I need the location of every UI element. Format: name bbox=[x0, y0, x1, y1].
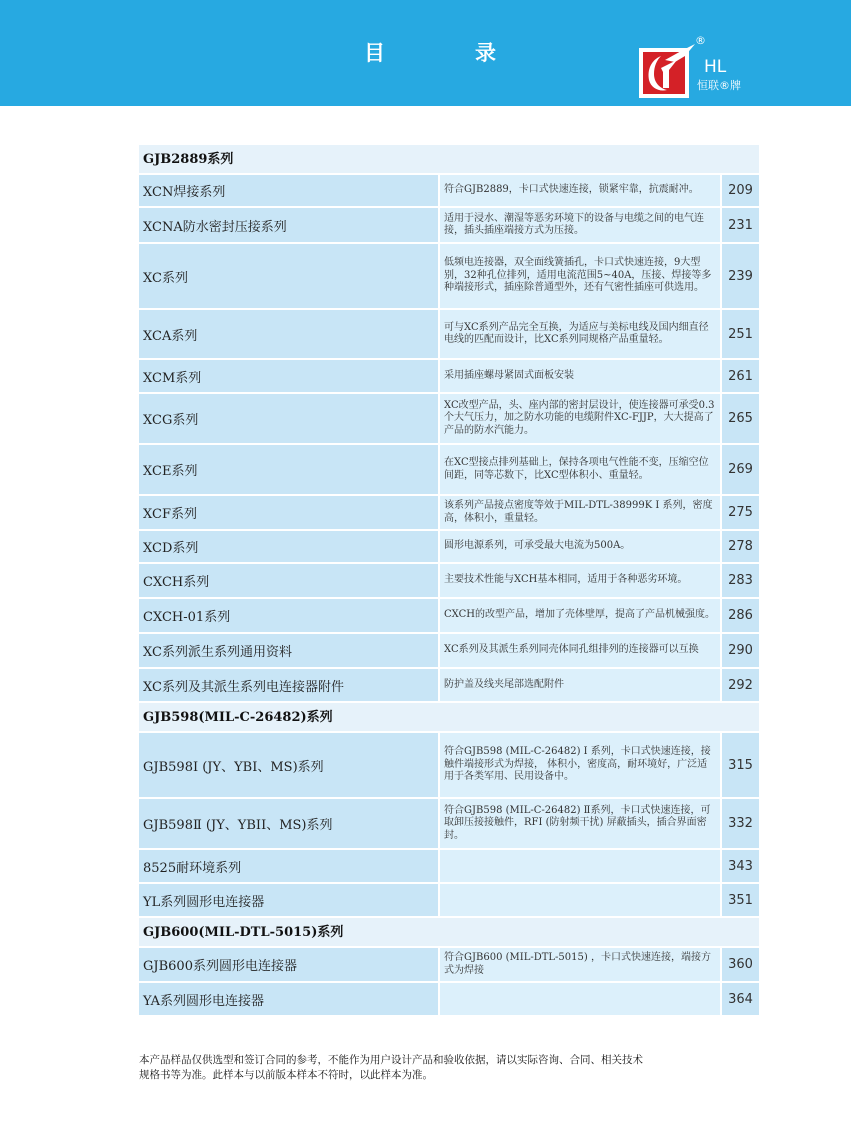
disclaimer-line-1: 本产品样品仅供选型和签订合同的参考，不能作为用户设计产品和验收依据，请以实际咨询、合同、相关技术 bbox=[139, 1054, 643, 1066]
row-name: XC系列派生系列通用资料 bbox=[139, 634, 438, 667]
disclaimer-footer bbox=[139, 1053, 759, 1083]
section-header: GJB598(MIL-C-26482)系列 bbox=[139, 703, 759, 733]
row-name: YL系列圆形电连接器 bbox=[139, 884, 438, 916]
row-name: XCM系列 bbox=[139, 360, 438, 392]
row-name: YA系列圆形电连接器 bbox=[139, 983, 438, 1015]
section-header: GJB2889系列 bbox=[139, 145, 759, 175]
row-page: 343 bbox=[722, 850, 759, 882]
row-desc: 符合GJB600 (MIL-DTL-5015) ，卡口式快速连接，端接方式为焊接 bbox=[440, 948, 720, 981]
row-page: 275 bbox=[722, 496, 759, 529]
row-desc bbox=[440, 983, 720, 1015]
row-name: XCN焊接系列 bbox=[139, 175, 438, 206]
toc-row[interactable] bbox=[139, 360, 759, 394]
toc-row[interactable] bbox=[139, 884, 759, 918]
title-char-1: 目 bbox=[364, 41, 385, 65]
registered-mark: ® bbox=[695, 34, 706, 47]
row-desc bbox=[440, 884, 720, 916]
row-page: 351 bbox=[722, 884, 759, 916]
row-desc: 该系列产品接点密度等效于MIL-DTL-38999K I 系列，密度高，体积小，重量轻。 bbox=[440, 496, 720, 529]
disclaimer-line-2: 规格书等为准。此样本与以前版本样本不符时，以此样本为准。 bbox=[139, 1069, 433, 1081]
row-name: XCA系列 bbox=[139, 310, 438, 358]
row-page: 290 bbox=[722, 634, 759, 667]
row-page: 332 bbox=[722, 799, 759, 848]
toc-row[interactable] bbox=[139, 669, 759, 703]
toc-row[interactable] bbox=[139, 244, 759, 310]
row-desc: 适用于浸水、潮湿等恶劣环境下的设备与电缆之间的电气连接，插头插座端接方式为压接。 bbox=[440, 208, 720, 242]
row-desc: 主要技术性能与XCH基本相同，适用于各种恶劣环境。 bbox=[440, 564, 720, 597]
row-page: 286 bbox=[722, 599, 759, 632]
row-name: XCNA防水密封压接系列 bbox=[139, 208, 438, 242]
row-page: 278 bbox=[722, 531, 759, 562]
row-name: XC系列及其派生系列电连接器附件 bbox=[139, 669, 438, 701]
brand-name: 恒联®牌 bbox=[697, 79, 741, 92]
row-name: GJB598Ⅱ (JY、YBII、MS)系列 bbox=[139, 799, 438, 848]
section-header: GJB600(MIL-DTL-5015)系列 bbox=[139, 918, 759, 948]
row-name: GJB600系列圆形电连接器 bbox=[139, 948, 438, 981]
row-desc: 符合GJB598 (MIL-C-26482) I 系列，卡口式快速连接，接触件端接形式为焊接， 体积小，密度高，耐环境好，广泛适用于各类军用、民用设备中。 bbox=[440, 733, 720, 797]
toc-row[interactable] bbox=[139, 394, 759, 445]
row-desc: 符合GJB2889，卡口式快速连接，锁紧牢靠，抗震耐冲。 bbox=[440, 175, 720, 206]
toc-table bbox=[139, 145, 759, 1017]
row-name: XCD系列 bbox=[139, 531, 438, 562]
row-page: 239 bbox=[722, 244, 759, 308]
row-page: 251 bbox=[722, 310, 759, 358]
toc-row[interactable] bbox=[139, 564, 759, 599]
toc-row[interactable] bbox=[139, 310, 759, 360]
toc-row[interactable] bbox=[139, 208, 759, 244]
row-page: 364 bbox=[722, 983, 759, 1015]
row-desc: XC改型产品，头、座内部的密封层设计，使连接器可承受0.3个大气压力，加之防水功能的电缆附件XC-FJJP，大大提高了产品的防水汽能力。 bbox=[440, 394, 720, 443]
header-bar bbox=[0, 0, 851, 106]
title-char-2: 录 bbox=[475, 41, 496, 65]
row-desc bbox=[440, 850, 720, 882]
toc-row[interactable] bbox=[139, 531, 759, 564]
row-desc: 符合GJB598 (MIL-C-26482) Ⅱ系列，卡口式快速连接，可取卸压接接触件，RFI (防射频干扰) 屏蔽插头，插合界面密封。 bbox=[440, 799, 720, 848]
row-page: 315 bbox=[722, 733, 759, 797]
row-name: CXCH系列 bbox=[139, 564, 438, 597]
row-desc: XC系列及其派生系列同壳体同孔组排列的连接器可以互换 bbox=[440, 634, 720, 667]
logo-text: HL bbox=[704, 57, 727, 77]
row-name: XC系列 bbox=[139, 244, 438, 308]
toc-row[interactable] bbox=[139, 599, 759, 634]
row-desc: 采用插座螺母紧固式面板安装 bbox=[440, 360, 720, 392]
row-page: 360 bbox=[722, 948, 759, 981]
logo-icon bbox=[639, 40, 697, 98]
toc-row[interactable] bbox=[139, 445, 759, 496]
row-desc: 低频电连接器，双全面线簧插孔，卡口式快速连接，9大型别，32种孔位排列，适用电流范围5~40A，压接、焊接等多种端接形式，插座除普通型外，还有气密性插座可供选用。 bbox=[440, 244, 720, 308]
row-name: XCE系列 bbox=[139, 445, 438, 494]
row-page: 283 bbox=[722, 564, 759, 597]
row-page: 261 bbox=[722, 360, 759, 392]
row-page: 209 bbox=[722, 175, 759, 206]
row-name: GJB598I (JY、YBI、MS)系列 bbox=[139, 733, 438, 797]
row-name: 8525耐环境系列 bbox=[139, 850, 438, 882]
row-desc: 防护盖及线夹尾部选配附件 bbox=[440, 669, 720, 701]
row-desc: 可与XC系列产品完全互换，为适应与美标电线及国内细直径电线的匹配而设计，比XC系列同规格产品重量轻。 bbox=[440, 310, 720, 358]
row-desc: 在XC型接点排列基础上，保持各项电气性能不变，压缩空位间距，同等芯数下，比XC型体积小、重量轻。 bbox=[440, 445, 720, 494]
row-desc: 圆形电源系列，可承受最大电流为500A。 bbox=[440, 531, 720, 562]
row-page: 292 bbox=[722, 669, 759, 701]
toc-row[interactable] bbox=[139, 948, 759, 983]
toc-row[interactable] bbox=[139, 175, 759, 208]
row-name: CXCH-01系列 bbox=[139, 599, 438, 632]
row-name: XCG系列 bbox=[139, 394, 438, 443]
toc-row[interactable] bbox=[139, 799, 759, 850]
row-page: 269 bbox=[722, 445, 759, 494]
row-page: 231 bbox=[722, 208, 759, 242]
toc-row[interactable] bbox=[139, 850, 759, 884]
toc-row[interactable] bbox=[139, 496, 759, 531]
row-page: 265 bbox=[722, 394, 759, 443]
toc-row[interactable] bbox=[139, 983, 759, 1017]
toc-row[interactable] bbox=[139, 634, 759, 669]
toc-row[interactable] bbox=[139, 733, 759, 799]
row-desc: CXCH的改型产品，增加了壳体壁厚，提高了产品机械强度。 bbox=[440, 599, 720, 632]
row-name: XCF系列 bbox=[139, 496, 438, 529]
